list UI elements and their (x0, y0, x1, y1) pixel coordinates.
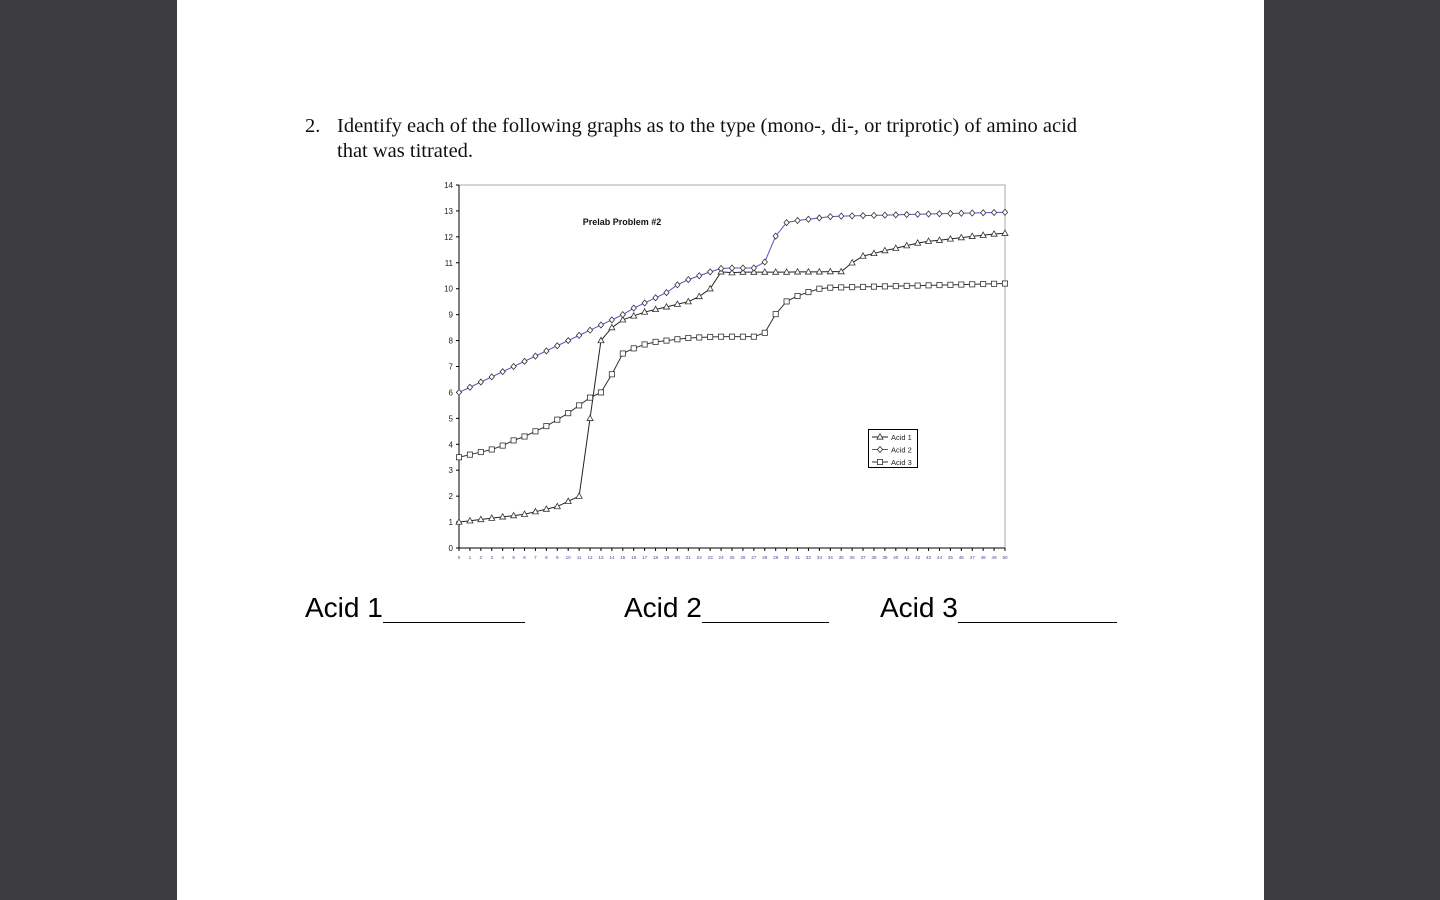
x-tick-label: 39 (882, 555, 888, 560)
square-marker (555, 417, 560, 422)
x-tick-label: 11 (576, 555, 582, 560)
square-marker (544, 424, 549, 429)
x-tick-label: 41 (904, 555, 910, 560)
x-tick-label: 28 (762, 555, 768, 560)
answer-label: Acid 1 (305, 592, 383, 623)
x-tick-label: 27 (751, 555, 757, 560)
x-tick-label: 13 (598, 555, 604, 560)
square-marker (893, 284, 898, 289)
square-marker (795, 293, 800, 298)
square-marker (675, 337, 680, 342)
square-marker (467, 452, 472, 457)
y-tick-label: 11 (444, 258, 453, 268)
x-tick-label: 31 (794, 555, 801, 560)
chart-legend (869, 430, 918, 468)
square-marker (850, 285, 855, 290)
x-tick-label: 6 (523, 555, 526, 560)
square-marker (773, 312, 778, 317)
x-tick-label: 46 (958, 555, 964, 560)
square-marker (828, 285, 833, 290)
x-tick-label: 25 (729, 555, 735, 560)
y-tick-label: 14 (444, 181, 453, 190)
x-tick-label: 2 (479, 555, 483, 560)
square-marker (839, 285, 844, 290)
y-tick-label: 6 (448, 388, 453, 398)
x-tick-label: 19 (663, 555, 670, 560)
x-tick-label: 3 (490, 555, 494, 560)
square-marker (577, 403, 582, 408)
x-tick-label: 37 (860, 555, 866, 560)
square-marker (1002, 281, 1007, 286)
x-tick-label: 48 (980, 555, 986, 560)
x-tick-label: 33 (816, 555, 822, 560)
square-marker (817, 286, 822, 291)
x-tick-label: 16 (631, 555, 637, 560)
x-tick-label: 23 (707, 555, 713, 560)
x-tick-label: 0 (457, 555, 461, 560)
titration-chart (430, 178, 1020, 570)
answer-acid-2 (624, 592, 829, 624)
square-marker (882, 284, 887, 289)
square-marker (784, 299, 789, 304)
square-marker (478, 449, 483, 454)
x-tick-label: 12 (587, 555, 593, 560)
x-tick-label: 32 (805, 555, 812, 560)
question-number: 2. (305, 115, 321, 137)
answer-acid-1 (305, 592, 525, 624)
x-tick-label: 21 (685, 555, 691, 560)
square-marker (511, 438, 516, 443)
y-tick-label: 5 (448, 414, 453, 424)
x-tick-label: 50 (1002, 555, 1008, 560)
square-marker (762, 330, 767, 335)
y-tick-label: 2 (448, 492, 453, 502)
x-tick-label: 22 (696, 555, 702, 560)
x-tick-label: 47 (969, 555, 975, 560)
square-marker (609, 372, 614, 377)
x-tick-label: 20 (674, 555, 680, 560)
square-marker (877, 459, 882, 464)
x-tick-label: 7 (534, 555, 537, 560)
x-tick-label: 38 (871, 555, 877, 560)
x-tick-label: 42 (915, 555, 921, 560)
y-tick-label: 7 (448, 362, 453, 372)
x-tick-label: 29 (773, 555, 779, 560)
answer-label: Acid 2 (624, 592, 702, 623)
square-marker (871, 284, 876, 289)
square-marker (587, 395, 592, 400)
square-marker (981, 281, 986, 286)
x-tick-label: 10 (565, 555, 571, 560)
square-marker (915, 283, 920, 288)
x-tick-label: 14 (609, 555, 615, 560)
question-text-line1: Identify each of the following graphs as to the type (mono-, di-, or triprotic) of amino acid (337, 115, 1078, 137)
square-marker (740, 334, 745, 339)
x-tick-label: 1 (468, 555, 472, 560)
square-marker (926, 283, 931, 288)
square-marker (500, 443, 505, 448)
square-marker (806, 289, 811, 294)
square-marker (970, 282, 975, 287)
x-tick-label: 15 (620, 555, 626, 560)
square-marker (631, 346, 636, 351)
square-marker (456, 455, 461, 460)
square-marker (708, 334, 713, 339)
x-tick-label: 5 (512, 555, 515, 560)
answer-blank[interactable] (958, 592, 1117, 623)
question-text-line2: that was titrated. (337, 140, 474, 162)
square-marker (718, 334, 723, 339)
y-tick-label: 13 (444, 206, 453, 216)
square-marker (598, 390, 603, 395)
square-marker (620, 351, 625, 356)
answer-blank[interactable] (383, 592, 525, 623)
square-marker (991, 281, 996, 286)
legend-label: Acid 1 (891, 432, 912, 442)
square-marker (729, 334, 734, 339)
square-marker (860, 284, 865, 289)
x-tick-label: 9 (555, 555, 559, 560)
chart-title: Prelab Problem #2 (582, 217, 662, 227)
y-tick-label: 9 (448, 310, 453, 320)
square-marker (959, 282, 964, 287)
square-marker (697, 335, 702, 340)
square-marker (686, 335, 691, 340)
square-marker (948, 282, 953, 287)
x-tick-label: 18 (652, 555, 659, 560)
square-marker (533, 429, 538, 434)
square-marker (751, 334, 756, 339)
x-tick-label: 8 (545, 555, 548, 560)
x-tick-label: 35 (838, 555, 844, 560)
x-tick-label: 36 (849, 555, 855, 560)
square-marker (904, 283, 909, 288)
x-tick-label: 49 (991, 555, 997, 560)
x-tick-label: 4 (501, 555, 504, 560)
square-marker (489, 447, 494, 452)
y-tick-label: 0 (448, 544, 453, 553)
square-marker (642, 342, 647, 347)
x-tick-label: 30 (784, 555, 790, 560)
y-tick-label: 3 (448, 466, 453, 476)
x-tick-label: 44 (936, 555, 943, 560)
x-tick-label: 43 (925, 555, 932, 560)
x-tick-label: 26 (740, 555, 746, 560)
square-marker (653, 339, 658, 344)
square-marker (937, 282, 942, 287)
legend-label: Acid 3 (891, 457, 912, 467)
y-tick-label: 4 (448, 440, 453, 450)
x-tick-label: 17 (642, 555, 648, 560)
square-marker (664, 338, 669, 343)
y-tick-label: 10 (444, 284, 453, 294)
y-tick-label: 12 (444, 232, 453, 242)
x-tick-label: 40 (893, 555, 899, 560)
x-tick-label: 24 (718, 555, 724, 560)
answer-acid-3 (880, 592, 1117, 624)
legend-label: Acid 2 (891, 445, 912, 455)
y-tick-label: 1 (448, 518, 453, 528)
y-tick-label: 8 (448, 336, 453, 346)
x-tick-label: 34 (827, 555, 833, 560)
answer-blank[interactable] (702, 592, 829, 623)
plot-area (459, 185, 1005, 548)
square-marker (566, 411, 571, 416)
square-marker (522, 434, 527, 439)
x-tick-label: 45 (947, 555, 953, 560)
answer-label: Acid 3 (880, 592, 958, 623)
